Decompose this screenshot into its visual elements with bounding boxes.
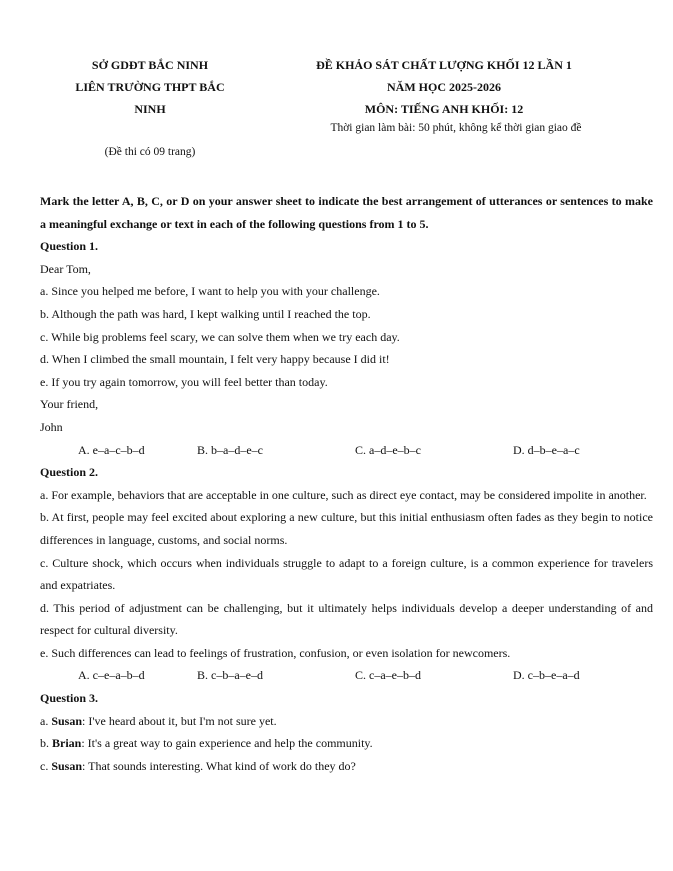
q1-options: [78, 439, 653, 462]
q1-sentence-a: a. Since you helped me before, I want to help you with your challenge.: [40, 284, 380, 299]
exam-content: [40, 190, 653, 777]
q1-option-b: B. b–a–d–e–c: [197, 442, 263, 457]
instruction: Mark the letter A, B, C, or D on your answer sheet to indicate the best arrangement of utterances or sentences to make a meaningful exchange or text in each of the following questions from 1 to 5.: [40, 194, 653, 231]
q2-option-d: D. c–b–e–a–d: [513, 668, 580, 683]
question-1-title: Question 1.: [40, 239, 99, 254]
q1-option-c: C. a–d–e–b–c: [355, 442, 421, 457]
q1-option-d: D. d–b–e–a–c: [513, 442, 580, 457]
question-2-title: Question 2.: [40, 465, 99, 480]
school-header: [40, 54, 260, 120]
q2-sentence-d: d. This period of adjustment can be challenging, but it ultimately helps individuals develop a deeper understanding of and respect for cultural diversity.: [40, 600, 653, 638]
question-3-title: Question 3.: [40, 691, 99, 706]
q1-signature: John: [40, 419, 63, 434]
q1-closing: Your friend,: [40, 397, 99, 412]
q3-line-b: [40, 732, 653, 755]
q3-b-speaker: Brian: [52, 736, 82, 751]
exam-header: [276, 54, 612, 120]
q2-options: [78, 664, 653, 687]
q3-a-text: : I've heard about it, but I'm not sure yet.: [82, 713, 277, 728]
q3-a-prefix: a.: [40, 713, 52, 728]
q3-c-text: : That sounds interesting. What kind of work do they do?: [82, 758, 356, 773]
q2-option-b: B. c–b–a–e–d: [197, 668, 263, 683]
q3-line-a: [40, 710, 653, 733]
school-name-line1: LIÊN TRƯỜNG THPT BẮC: [75, 80, 225, 94]
q1-sentence-e: e. If you try again tomorrow, you will feel better than today.: [40, 374, 328, 389]
q2-option-c: C. c–a–e–b–d: [355, 668, 421, 683]
q3-line-c: [40, 755, 653, 778]
q2-sentence-c: c. Culture shock, which occurs when individuals struggle to adapt to a foreign culture, is a common experience for travelers and expatriates.: [40, 555, 653, 593]
q1-sentence-c: c. While big problems feel scary, we can solve them when we try each day.: [40, 329, 400, 344]
department-name: SỞ GDĐT BẮC NINH: [91, 58, 209, 72]
page-count: (Đề thi có 09 trang): [104, 146, 196, 158]
exam-title: ĐỀ KHẢO SÁT CHẤT LƯỢNG KHỐI 12 LẦN 1: [316, 58, 572, 72]
q1-greeting: Dear Tom,: [40, 261, 91, 276]
school-name-line2: NINH: [134, 102, 166, 116]
q1-sentence-b: b. Although the path was hard, I kept walking until I reached the top.: [40, 306, 371, 321]
q2-sentence-b: b. At first, people may feel excited about exploring a new culture, but this initial enthusiasm often fades as they begin to notice differences in language, customs, and social norms.: [40, 510, 653, 547]
q2-sentence-a: a. For example, behaviors that are acceptable in one culture, such as direct eye contact, may be considered impolite in another.: [40, 487, 647, 502]
exam-time: Thời gian làm bài: 50 phút, không kể thời gian giao đề: [330, 122, 582, 134]
q1-option-a: A. e–a–c–b–d: [78, 442, 145, 457]
q2-option-a: A. c–e–a–b–d: [78, 668, 145, 683]
q3-b-prefix: b.: [40, 736, 52, 751]
q1-sentence-d: d. When I climbed the small mountain, I felt very happy because I did it!: [40, 352, 390, 367]
q3-a-speaker: Susan: [51, 713, 83, 728]
q2-sentence-e: e. Such differences can lead to feelings of frustration, confusion, or even isolation for newcomers.: [40, 645, 511, 660]
school-year: NĂM HỌC 2025-2026: [387, 80, 501, 94]
q3-b-text: : It's a great way to gain experience and help the community.: [81, 736, 373, 751]
subject: MÔN: TIẾNG ANH KHỐI: 12: [364, 102, 524, 116]
q3-c-speaker: Susan: [51, 758, 83, 773]
q3-c-prefix: c.: [40, 758, 52, 773]
